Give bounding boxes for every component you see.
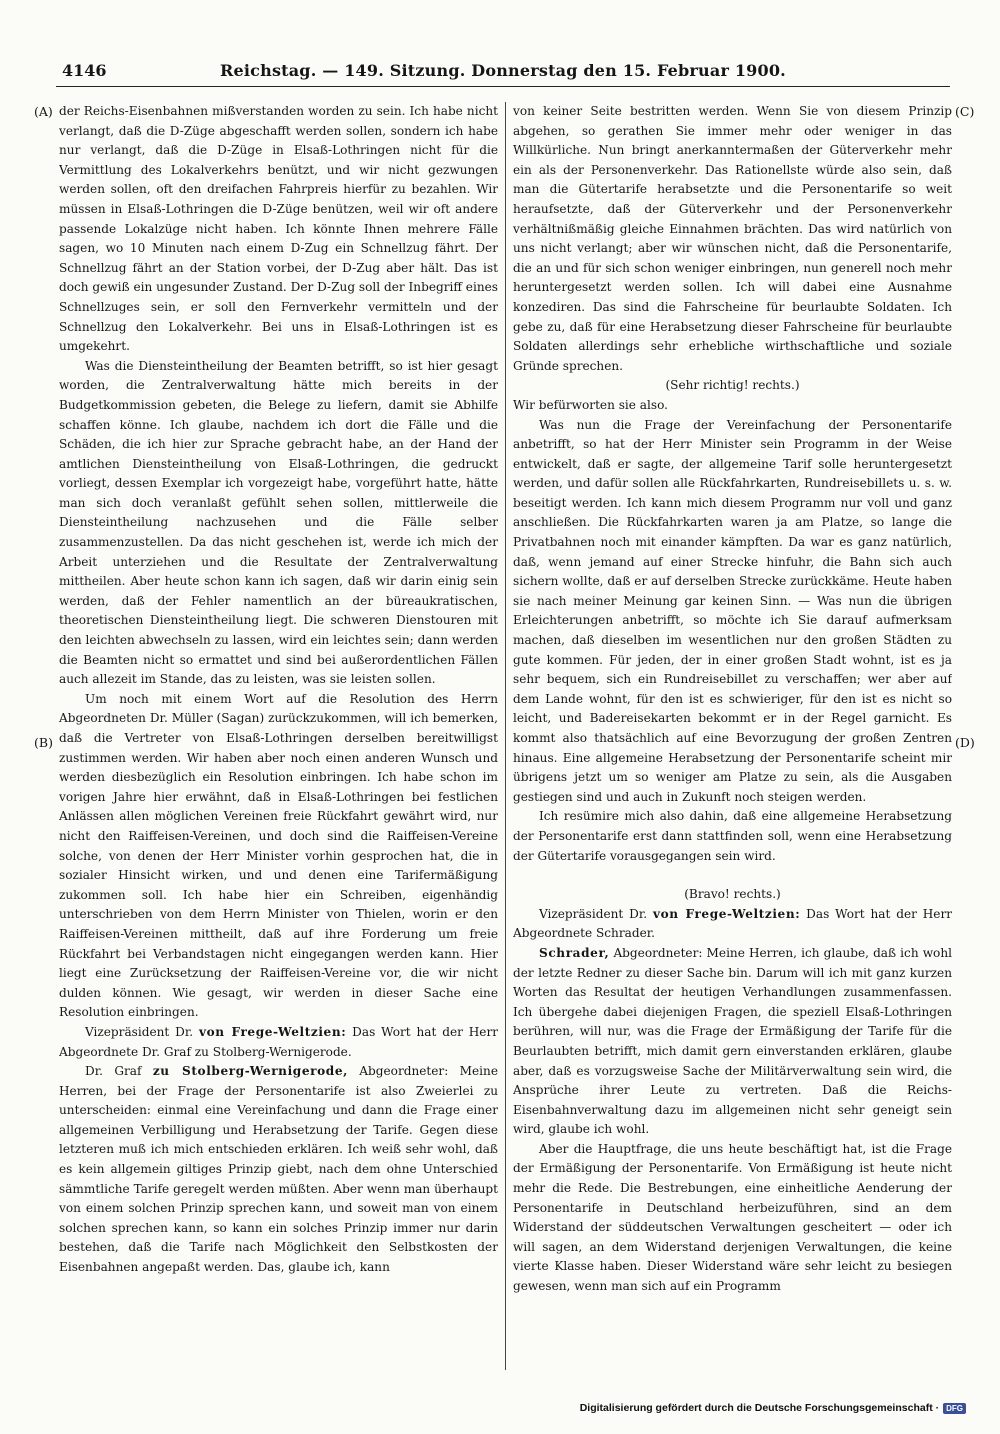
margin-mark-c: (C) [955, 104, 975, 119]
margin-mark-b: (B) [34, 735, 53, 750]
page-header [56, 58, 950, 87]
speech-text: Abgeordneter: Meine Herren, bei der Frage der Personentarife ist also Zweierlei zu unterscheiden: einmal eine Vereinfachung und dann die Frage einer allgemeinen Verbilligung und Herabsetzung der Tarife. Gegen diese letzteren muß ich mich entschieden erklären. Ich weiß sehr wohl, daß es kein allgemein giltiges Prinzip giebt, nach dem ohne Unterschied sämmtliche Tarife geregelt werden müßten. Aber wenn man überhaupt von einem solchen Prinzip sprechen kann, und soweit man von einem solchen sprechen kann, so kann ein solches Prinzip immer nur darin bestehen, daß die Tarife nach Möglichkeit den Selbstkosten der Eisenbahnen angepaßt werden. Das, glaube ich, kann [59, 1064, 498, 1275]
running-title: Reichstag. — 149. Sitzung. Donnerstag den 15. Februar 1900. [220, 61, 786, 80]
speaker-name: von Frege-Weltzien: [198, 1024, 347, 1039]
spacer [513, 866, 952, 885]
speaker-paragraph [513, 905, 952, 944]
speaker-name: von Frege-Weltzien: [652, 906, 801, 921]
interjection: (Sehr richtig! rechts.) [665, 378, 800, 393]
right-column [513, 102, 952, 1370]
paragraph: Ich resümire mich also dahin, daß eine allgemeine Herabsetzung der Personentarife erst dann stattfinden soll, wenn eine Herabsetzung der Gütertarife vorausgegangen sein wird. [513, 809, 952, 863]
digitization-footer [580, 1402, 966, 1414]
paragraph: Wir befürworten sie also. [513, 397, 668, 412]
speaker-title: Vizepräsident Dr. [539, 906, 653, 921]
paragraph: von keiner Seite bestritten werden. Wenn Sie von diesem Prinzip abgehen, so gerathen Sie immer mehr oder weniger in das Willkürliche. Nun bringt anerkanntermaßen der Güterverkehr mehr ein als der Personenverkehr. Das Rationellste würde also sein, daß man die Gütertarife herabsetzte und die Personentarife so weit heraufsetzte, daß der Güterverkehr und der Personenverkehr verhältnißmäßig gleiche Einnahmen brächten. Das wird natürlich von uns nicht verlangt; aber wir wünschen nicht, daß die Personentarife, die an und für sich schon weniger einbringen, nun generell noch mehr heruntergesetzt werden sollen. Ich will dabei eine Ausnahme konzediren. Das sind die Fahrscheine für beurlaubte Soldaten. Ich gebe zu, daß für eine Herabsetzung dieser Fahrscheine für beurlaubte Soldaten allerdings sehr erhebliche wirthschaftliche und soziale Gründe sprechen. [513, 104, 952, 373]
speech-text: Das Wort hat der Herr Abgeordnete Dr. Graf zu Stolberg-Wernigerode. [59, 1024, 498, 1059]
speaker-paragraph [59, 1023, 498, 1062]
speaker-paragraph [59, 1062, 498, 1278]
speaker-title: Vizepräsident Dr. [85, 1024, 199, 1039]
margin-mark-a: (A) [34, 104, 53, 119]
margin-mark-d: (D) [955, 735, 975, 750]
paragraph: Um noch mit einem Wort auf die Resolution des Herrn Abgeordneten Dr. Müller (Sagan) zurückzukommen, will ich bemerken, daß die Vertreter von Elsaß-Lothringen derselben bereitwilligst zustimmen werden. Wir haben aber noch einen anderen Wunsch und werden diesbezüglich ein Resolution einbringen. Ich habe schon im vorigen Jahre hier erwähnt, daß in Elsaß-Lothringen bei festlichen Anlässen allen möglichen Vereinen freie Rückfahrt gewährt wird, nur nicht den Raiffeisen-Vereinen, und doch sind die Raiffeisen-Vereine solche, von denen der Herr Minister vorhin gesprochen hat, die in sozialer Hinsicht wirken, und und denen eine Tarifermäßigung zukommen soll. Ich habe hier ein Schreiben, eigenhändig unterschrieben von dem Herrn Minister von Thielen, worin er den Raiffeisen-Vereinen mittheilt, daß auf ihre Forderung um freie Rückfahrt bei Verbandstagen nicht eingegangen werden kann. Hier liegt eine Zurücksetzung der Raiffeisen-Vereine vor, die wir nicht dulden können. Wie gesagt, wir werden in dieser Sache eine Resolution einbringen. [59, 691, 498, 1020]
speaker-name: Schrader, [539, 945, 610, 960]
paragraph: Was nun die Frage der Vereinfachung der Personentarife anbetrifft, so hat der Herr Minister sein Programm in der Weise entwickelt, daß er sagte, der allgemeine Tarif solle heruntergesetzt werden, und dafür sollen alle Rückfahrkarten, Rundreisebillets u. s. w. beseitigt werden. Ich kann mich diesem Programm nur voll und ganz anschließen. Die Rückfahrkarten waren ja am Platze, so lange die Privatbahnen noch mit einander kämpften. Da war es ganz natürlich, daß, wenn jemand auf einer Strecke hinfuhr, die Bahn sich auch sichern wollte, daß er auf derselben Strecke zurückkäme. Heute haben sie nach meiner Meinung gar keinen Sinn. — Was nun die übrigen Erleichterungen anbetrifft, so möchte ich Sie darauf aufmerksam machen, daß dieselben im wesentlichen nur den großen Städten zu gute kommen. Für jeden, der in einer großen Stadt wohnt, ist es ja sehr bequem, sich ein Rundreisebillet zu verschaffen; wer aber auf dem Lande wohnt, für den ist es schwieriger, für den ist es nicht so leicht, und Badereisekarten bekommt er in der Regel garnicht. Es kommt also thatsächlich auf eine Bevorzugung der großen Zentren hinaus. Eine allgemeine Herabsetzung der Personentarife scheint mir übrigens jetzt um so weniger am Platze zu sein, als die Ausgaben gestiegen sind und auch in Zukunft noch steigen werden. [513, 417, 952, 804]
footer-text: Digitalisierung gefördert durch die Deutsche Forschungsgemeinschaft · [579, 1402, 940, 1414]
speech-text: Das Wort hat der Herr Abgeordnete Schrader. [513, 906, 952, 941]
page-number: 4146 [62, 61, 107, 80]
left-column [59, 102, 498, 1370]
paragraph: der Reichs-Eisenbahnen mißverstanden worden zu sein. Ich habe nicht verlangt, daß die D-Züge abgeschafft werden sollen, sondern ich habe nur verlangt, daß die D-Züge in Elsaß-Lothringen nicht für die Vermittlung des Lokalverkehrs benützt, und wir nicht gezwungen werden sollen, oft den dreifachen Fahrpreis hierfür zu bezahlen. Wir müssen in Elsaß-Lothringen die D-Züge benützen, weil wir oft andere passende Lokalzüge nicht haben. Ich könnte Ihnen mehrere Fälle sagen, wo 10 Minuten nach einem D-Zug ein Schnellzug fährt. Der Schnellzug fährt an der Station vorbei, der D-Zug aber hält. Das ist doch gewiß ein ungesunder Zustand. Der D-Zug soll der Inbegriff eines Schnellzuges sein, er soll den Fernverkehr vermitteln und der Schnellzug den Lokalverkehr. Bei uns in Elsaß-Lothringen ist es umgekehrt. [59, 104, 498, 354]
paragraph: Was die Diensteintheilung der Beamten betrifft, so ist hier gesagt worden, die Zentralverwaltung hätte mich bereits in der Budgetkommission gebeten, die Belege zu liefern, damit sie Abhilfe schaffen könne. Ich glaube, nachdem ich dort die Fälle und die Schäden, die ich hier zur Sprache gebracht habe, an der Hand der amtlichen Diensteintheilung von Elsaß-Lothringen, die gedruckt vorliegt, dessen Exemplar ich vorgezeigt habe, vorgeführt hatte, hätte man sich doch veranlaßt gefühlt sehen sollen, mittlerweile die Diensteintheilung nachzusehen und die Fälle selber zusammenzustellen. Da das nicht geschehen ist, werde ich mich der Arbeit unterziehen und die Resultate der Zentralverwaltung mittheilen. Aber heute schon kann ich sagen, daß wir darin einig sein werden, daß der Fehler namentlich an der büreaukratischen, theoretischen Diensteintheilung liegt. Die schweren Dienstouren mit den leichten abwechseln zu lassen, wird ein leichtes sein; dann werden die Beamten nicht so ermattet und sind bei außerordentlichen Fällen auch allezeit im Stande, das zu leisten, was sie leisten sollen. [59, 358, 498, 687]
speech-text: Abgeordneter: Meine Herren, ich glaube, daß ich wohl der letzte Redner zu dieser Sache bin. Darum will ich mit ganz kurzen Worten das Resultat der heutigen Verhandlungen zusammenfassen. Ich übergehe dabei diejenigen Fragen, die speziell Elsaß-Lothringen berühren, will nur, was die Frage der Ermäßigung der Tarife für die Beurlaubten betrifft, mich damit gern einverstanden erklären, glaube aber, daß es vorzugsweise Sache der Militärverwaltung sein wird, die Ansprüche ihrer Leute zu vertreten. Daß die Reichs-Eisenbahnverwaltung dazu im allgemeinen nicht sehr geneigt sein wird, glaube ich wohl. [513, 945, 952, 1137]
interjection: (Bravo! rechts.) [684, 887, 781, 902]
column-divider [505, 102, 506, 1370]
paragraph: Aber die Hauptfrage, die uns heute beschäftigt hat, ist die Frage der Ermäßigung der Personentarife. Von Ermäßigung ist heute nicht mehr die Rede. Die Bestrebungen, eine einheitliche Aenderung der Personentarife in Deutschland herbeizuführen, sind an dem Widerstand der süddeutschen Verwaltungen gescheitert — oder ich will sagen, an dem Widerstand derjenigen Verwaltungen, die keine vierte Klasse haben. Dieser Widerstand wäre sehr leicht zu besiegen gewesen, wenn man sich auf ein Programm [513, 1141, 952, 1294]
dfg-logo: DFG [943, 1403, 966, 1414]
speaker-paragraph [513, 944, 952, 1140]
speaker-title: Dr. Graf [85, 1064, 153, 1079]
speaker-name: zu Stolberg-Wernigerode, [152, 1064, 348, 1079]
